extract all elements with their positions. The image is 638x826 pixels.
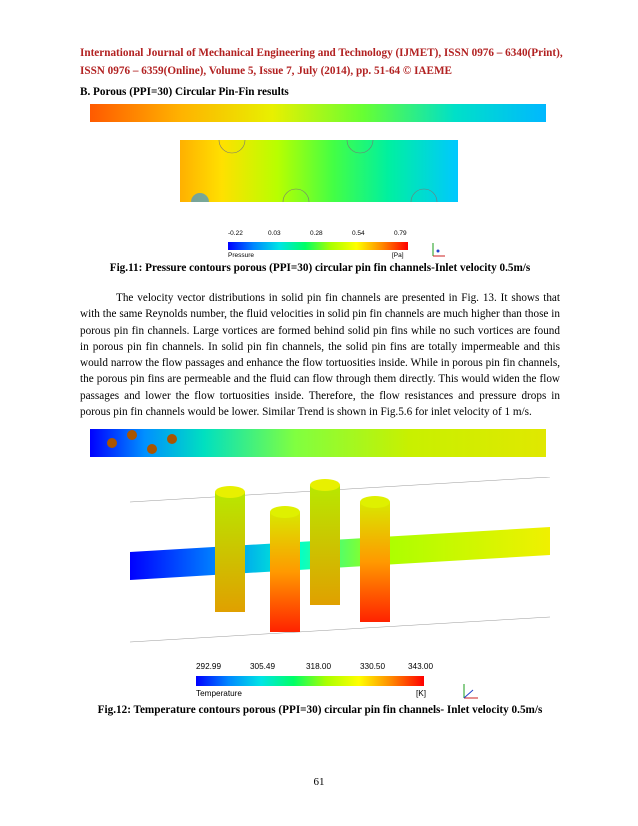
colorbar-tick: 318.00 — [306, 662, 332, 671]
fig12-channel-strip — [90, 429, 546, 457]
header-line-1: International Journal of Mechanical Engineering and Technology (IJMET), ISSN 0976 – 6340(Print), — [80, 47, 563, 59]
colorbar-title: Temperature — [196, 689, 242, 698]
colorbar-title: Pressure — [228, 252, 255, 259]
colorbar-tick: 0.79 — [394, 230, 407, 237]
colorbar-tick: 292.99 — [196, 662, 222, 671]
colorbar-gradient — [228, 242, 408, 250]
header-line-2: ISSN 0976 – 6359(Online), Volume 5, Issue 7, July (2014), pp. 51-64 © IAEME — [80, 65, 452, 77]
colorbar-tick: 305.49 — [250, 662, 276, 671]
colorbar-tick: -0.22 — [228, 230, 243, 237]
axes-triad-icon — [458, 680, 484, 702]
body-paragraph: The velocity vector distributions in solid pin fin channels are presented in Fig. 13. It shows that with the same Reynolds number, the fluid velocities in solid pin fin channels are much higher than those in porous pin fin channels. Large vortices are formed behind solid pin fins while no such vortices are found in porous pin fin channels. In solid pin fin channels, the solid pin fins are totally impermeable and this would narrow the flow passages and enhance the flow tortuosities inside. While in porous pin fin channels, the porous pin fins are permeable and the fluid can flow through them directly. This would widen the flow passages and lower the flow tortuosities inside. Therefore, the flow resistances and pressure drops in porous pin fin channels would be lower. Similar Trend is shown in Fig.5.6 for inlet velocity of 1 m/s. — [80, 292, 560, 419]
colorbar-tick: 343.00 — [408, 662, 434, 671]
section-heading: B. Porous (PPI=30) Circular Pin-Fin results — [80, 86, 289, 98]
fig11-caption: Fig.11: Pressure contours porous (PPI=30) circular pin fin channels-Inlet velocity 0.5m/s — [109, 262, 531, 274]
fig12-temperature-3d — [130, 477, 550, 657]
colorbar-tick: 330.50 — [360, 662, 386, 671]
colorbar-unit: [Pa] — [392, 252, 404, 259]
fig11-pressure-contour — [180, 140, 458, 202]
fig11-channel-strip — [90, 104, 546, 122]
colorbar-tick: 0.54 — [352, 230, 365, 237]
page-number: 61 — [313, 776, 325, 788]
colorbar-gradient — [196, 676, 424, 686]
fig12-colorbar — [196, 662, 440, 701]
colorbar-unit: [K] — [416, 689, 427, 698]
colorbar-tick: 0.03 — [268, 230, 281, 237]
body-paragraph-container — [80, 290, 560, 420]
colorbar-tick: 0.28 — [310, 230, 323, 237]
axes-triad-icon — [428, 240, 450, 260]
journal-header — [80, 44, 570, 80]
fig11-colorbar — [228, 230, 410, 262]
fig12-caption: Fig.12: Temperature contours porous (PPI=30) circular pin fin channels- Inlet velocity 0.5m/s — [97, 704, 543, 716]
